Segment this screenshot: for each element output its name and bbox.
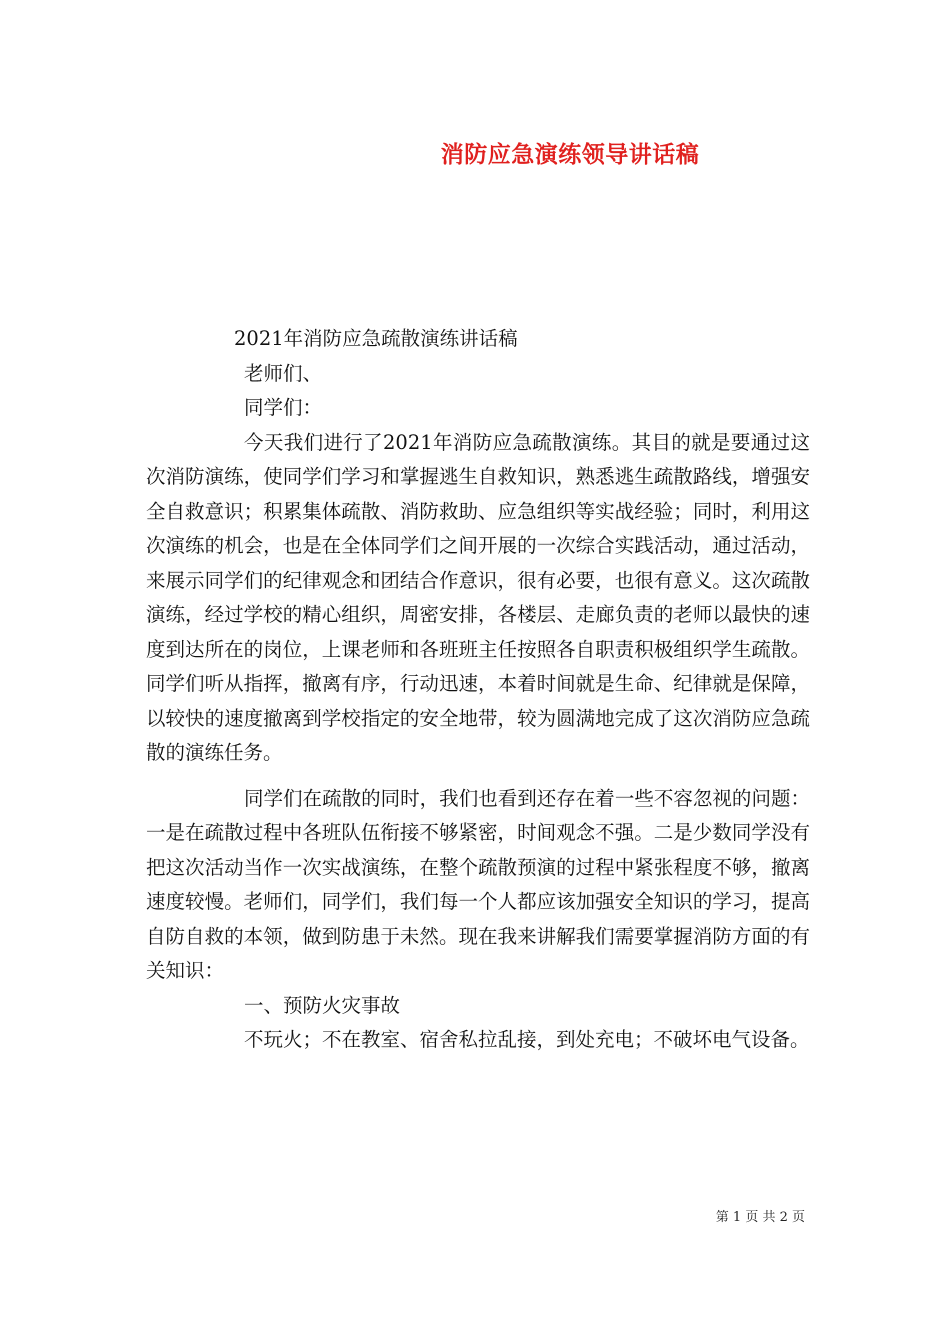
section-heading-fire-prevention: 一、预防火灾事故 — [244, 993, 401, 1017]
salutation-teachers: 老师们、 — [244, 361, 323, 385]
salutation-students: 同学们： — [244, 396, 323, 419]
page-number-footer: 第 1 页 共 2 页 — [715, 1210, 805, 1225]
section-text-fire-prevention: 不玩火；不在教室、宿舍私拉乱接，到处充电；不破坏电气设备。 — [244, 1028, 810, 1051]
paragraph-problems: 同学们在疏散的同时，我们也看到还存在着一些不容忽视的问题：一是在疏散过程中各班队伍衔接不够紧密，时间观念不强。二是少数同学没有把这次活动当作一次实战演练，在整个疏散预演的过程中紧张程度不够，撤离速度较慢。老师们，同学们，我们每一个人都应该加强安全知识的学习，提高自防自救的本领，做到防患于未然。现在我来讲解我们需要掌握消防方面的有关知识： — [146, 786, 810, 982]
document-title: 消防应急演练领导讲话稿 — [440, 142, 700, 168]
document-body — [146, 322, 810, 1058]
paragraph-drill-summary: 今天我们进行了2021年消防应急疏散演练。其目的就是要通过这次消防演练，使同学们学习和掌握逃生自救知识，熟悉逃生疏散路线，增强安全自救意识；积累集体疏散、消防救助、应急组织等实战经验；同时，利用这次演练的机会，也是在全体同学们之间开展的一次综合实践活动，通过活动，来展示同学们的纪律观念和团结合作意识，很有必要，也很有意义。这次疏散演练，经过学校的精心组织，周密安排，各楼层、走廊负责的老师以最快的速度到达所在的岗位，上课老师和各班班主任按照各自职责积极组织学生疏散。同学们听从指挥，撤离有序，行动迅速，本着时间就是生命、纪律就是保障，以较快的速度撤离到学校指定的安全地带，较为圆满地完成了这次消防应急疏散的演练任务。 — [146, 430, 810, 764]
speech-subtitle: 2021年消防应急疏散演练讲话稿 — [234, 327, 518, 350]
